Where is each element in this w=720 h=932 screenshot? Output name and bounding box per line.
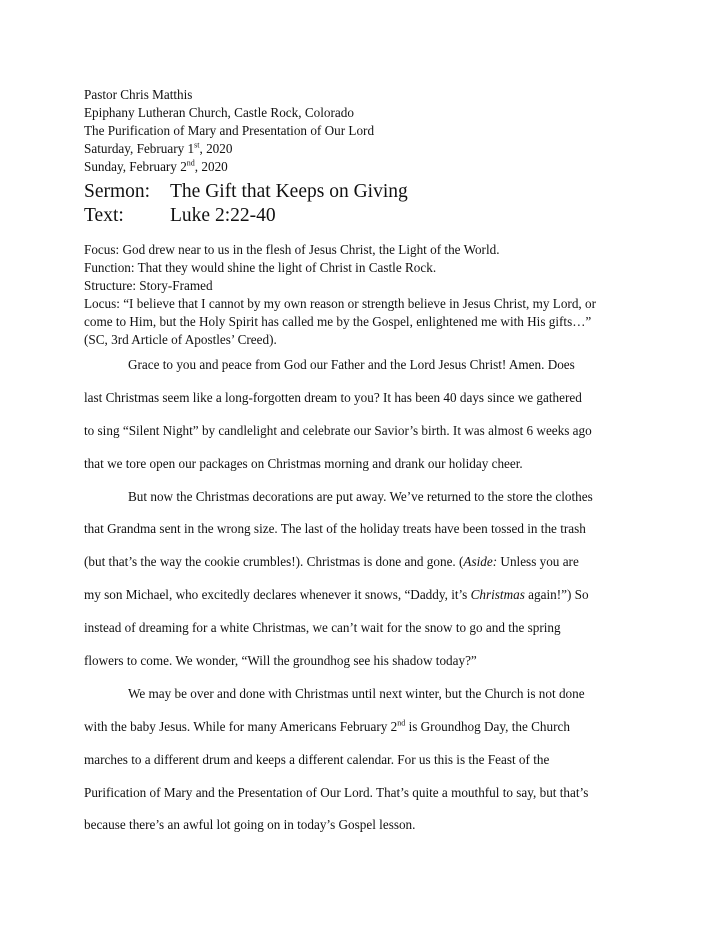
- body-line: [84, 552, 640, 585]
- italic-text: Christmas: [470, 587, 525, 603]
- text-label: Text:: [84, 205, 124, 226]
- body-line: that we tore open our packages on Christmas morning and drank our holiday cheer.: [84, 455, 523, 471]
- body-line: [84, 717, 640, 750]
- date-line-saturday: [84, 140, 374, 158]
- sermon-title-block: [84, 180, 408, 228]
- body-text: (but that’s the way the cookie crumbles!). Christmas is done and gone. (: [84, 554, 464, 570]
- locus-line: come to Him, but the Holy Spirit has called me by the Gospel, enlightened me with His gifts…”: [84, 314, 592, 329]
- body-line: that Grandma sent in the wrong size. The last of the holiday treats have been tossed in the trash: [84, 521, 586, 537]
- sermon-header: [84, 86, 374, 176]
- scripture-text-row: [84, 204, 408, 228]
- sermon-title-row: [84, 180, 408, 204]
- body-line: flowers to come. We wonder, “Will the groundhog see his shadow today?”: [84, 653, 477, 669]
- body-line: to sing “Silent Night” by candlelight and celebrate our Savior’s birth. It was almost 6 weeks ago: [84, 422, 592, 438]
- year-text: , 2020: [194, 159, 228, 174]
- body-text: again!”) So: [524, 587, 589, 603]
- body-text: Unless you are: [497, 554, 579, 570]
- body-line: last Christmas seem like a long-forgotten dream to you? It has been 40 days since we gathered: [84, 389, 582, 405]
- body-line: [84, 585, 640, 618]
- feast-line: The Purification of Mary and Presentation of Our Lord: [84, 123, 375, 138]
- body-line: instead of dreaming for a white Christmas, we can’t wait for the snow to go and the spring: [84, 620, 561, 636]
- sermon-label: Sermon:: [84, 181, 151, 202]
- ordinal-suffix: nd: [186, 158, 195, 168]
- locus-line: (SC, 3rd Article of Apostles’ Creed).: [84, 332, 277, 347]
- structure-line: Structure: Story-Framed: [84, 278, 213, 293]
- locus-line: Locus: “I believe that I cannot by my own reason or strength believe in Jesus Christ, my Lord, or: [84, 296, 596, 311]
- focus-line: Focus: God drew near to us in the flesh of Jesus Christ, the Light of the World.: [84, 242, 500, 257]
- body-line: We may be over and done with Christmas until next winter, but the Church is not done: [128, 685, 585, 701]
- body-line: Purification of Mary and the Presentation of Our Lord. That’s quite a mouthful to say, but that’s: [84, 784, 589, 800]
- sermon-title: The Gift that Keeps on Giving: [170, 181, 408, 202]
- body-line: marches to a different drum and keeps a different calendar. For us this is the Feast of the: [84, 751, 550, 767]
- date-line-sunday: [84, 158, 374, 176]
- sermon-body: [84, 355, 640, 848]
- sermon-meta: [84, 241, 640, 349]
- scripture-reference: Luke 2:22-40: [170, 205, 276, 226]
- body-text: with the baby Jesus. While for many Americans February 2: [84, 718, 398, 734]
- body-line: But now the Christmas decorations are put away. We’ve returned to the store the clothes: [128, 488, 593, 504]
- body-text: is Groundhog Day, the Church: [405, 718, 570, 734]
- year-text: , 2020: [199, 141, 233, 156]
- author-line: Pastor Chris Matthis: [84, 87, 193, 102]
- body-line: because there’s an awful lot going on in today’s Gospel lesson.: [84, 817, 416, 833]
- church-line: Epiphany Lutheran Church, Castle Rock, Colorado: [84, 105, 354, 120]
- date-text: Sunday, February 2: [84, 159, 187, 174]
- ordinal-suffix: nd: [397, 718, 406, 728]
- function-line: Function: That they would shine the light of Christ in Castle Rock.: [84, 260, 437, 275]
- body-text: my son Michael, who excitedly declares whenever it snows, “Daddy, it’s: [84, 587, 471, 603]
- italic-text: Aside:: [463, 554, 498, 570]
- body-line: Grace to you and peace from God our Father and the Lord Jesus Christ! Amen. Does: [128, 357, 575, 372]
- ordinal-suffix: st: [194, 140, 200, 150]
- date-text: Saturday, February 1: [84, 141, 195, 156]
